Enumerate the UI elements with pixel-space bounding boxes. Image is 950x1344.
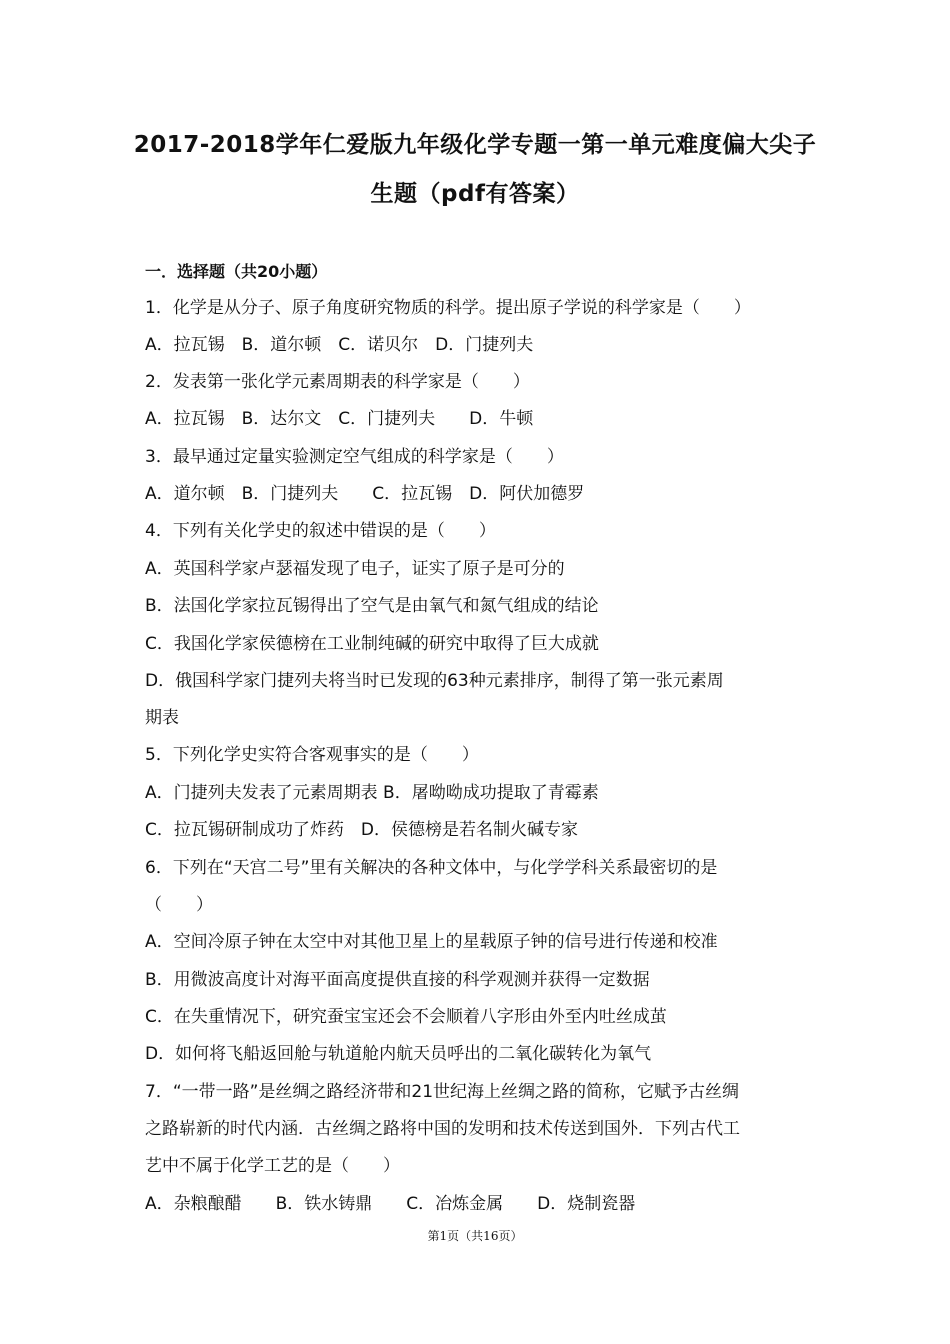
question-2-options: A．拉瓦锡 B．达尔文 C．门捷列夫 D．牛顿	[145, 409, 534, 429]
question-7-stem: 7．“一带一路”是丝绸之路经济带和21世纪海上丝绸之路的简称，它赋予古丝绸	[145, 1082, 740, 1102]
question-2-stem: 2．发表第一张化学元素周期表的科学家是（ ）	[145, 372, 530, 392]
question-1-stem: 1．化学是从分子、原子角度研究物质的科学。提出原子学说的科学家是（ ）	[145, 298, 751, 318]
question-3-options: A．道尔顿 B．门捷列夫 C．拉瓦锡 D．阿伏加德罗	[145, 484, 585, 504]
question-4-option-d: D．俄国科学家门捷列夫将当时已发现的63种元素排序，制得了第一张元素周	[145, 671, 724, 691]
question-4-option-b: B．法国化学家拉瓦锡得出了空气是由氧气和氮气组成的结论	[145, 596, 599, 616]
question-7-stem-continued-2: 艺中不属于化学工艺的是（ ）	[145, 1156, 400, 1176]
page-number-footer: 第1页（共16页）	[427, 1229, 523, 1243]
question-4-stem: 4．下列有关化学史的叙述中错误的是（ ）	[145, 521, 496, 541]
question-6-option-b: B．用微波高度计对海平面高度提供直接的科学观测并获得一定数据	[145, 970, 650, 990]
question-6-stem-continued: （ ）	[145, 895, 213, 915]
question-5-options-ab: A．门捷列夫发表了元素周期表 B．屠呦呦成功提取了青霉素	[145, 783, 599, 803]
question-7-options: A．杂粮酿醋 B．铁水铸鼎 C．冶炼金属 D．烧制瓷器	[145, 1194, 636, 1214]
question-7-stem-continued-1: 之路崭新的时代内涵．古丝绸之路将中国的发明和技术传送到国外．下列古代工	[145, 1119, 740, 1139]
question-3-stem: 3．最早通过定量实验测定空气组成的科学家是（ ）	[145, 447, 564, 467]
question-4-option-a: A．英国科学家卢瑟福发现了电子，证实了原子是可分的	[145, 559, 565, 579]
section-heading: 一．选择题（共20小题）	[145, 262, 328, 281]
document-title-line-1: 2017-2018学年仁爱版九年级化学专题一第一单元难度偏大尖子	[133, 132, 817, 158]
question-4-option-c: C．我国化学家侯德榜在工业制纯碱的研究中取得了巨大成就	[145, 634, 599, 654]
question-5-stem: 5．下列化学史实符合客观事实的是（ ）	[145, 745, 479, 765]
question-6-stem: 6．下列在“天宫二号”里有关解决的各种文体中，与化学学科关系最密切的是	[145, 858, 718, 878]
question-4-option-d-continued: 期表	[145, 708, 179, 728]
question-6-option-c: C．在失重情况下，研究蚕宝宝还会不会顺着八字形由外至内吐丝成茧	[145, 1007, 667, 1027]
question-5-options-cd: C．拉瓦锡研制成功了炸药 D．侯德榜是若名制火碱专家	[145, 820, 578, 840]
question-1-options: A．拉瓦锡 B．道尔顿 C．诺贝尔 D．门捷列夫	[145, 335, 534, 355]
document-title-line-2: 生题（pdf有答案）	[370, 181, 580, 207]
question-6-option-a: A．空间冷原子钟在太空中对其他卫星上的星载原子钟的信号进行传递和校准	[145, 932, 718, 952]
question-6-option-d: D．如何将飞船返回舱与轨道舱内航天员呼出的二氧化碳转化为氧气	[145, 1044, 652, 1064]
